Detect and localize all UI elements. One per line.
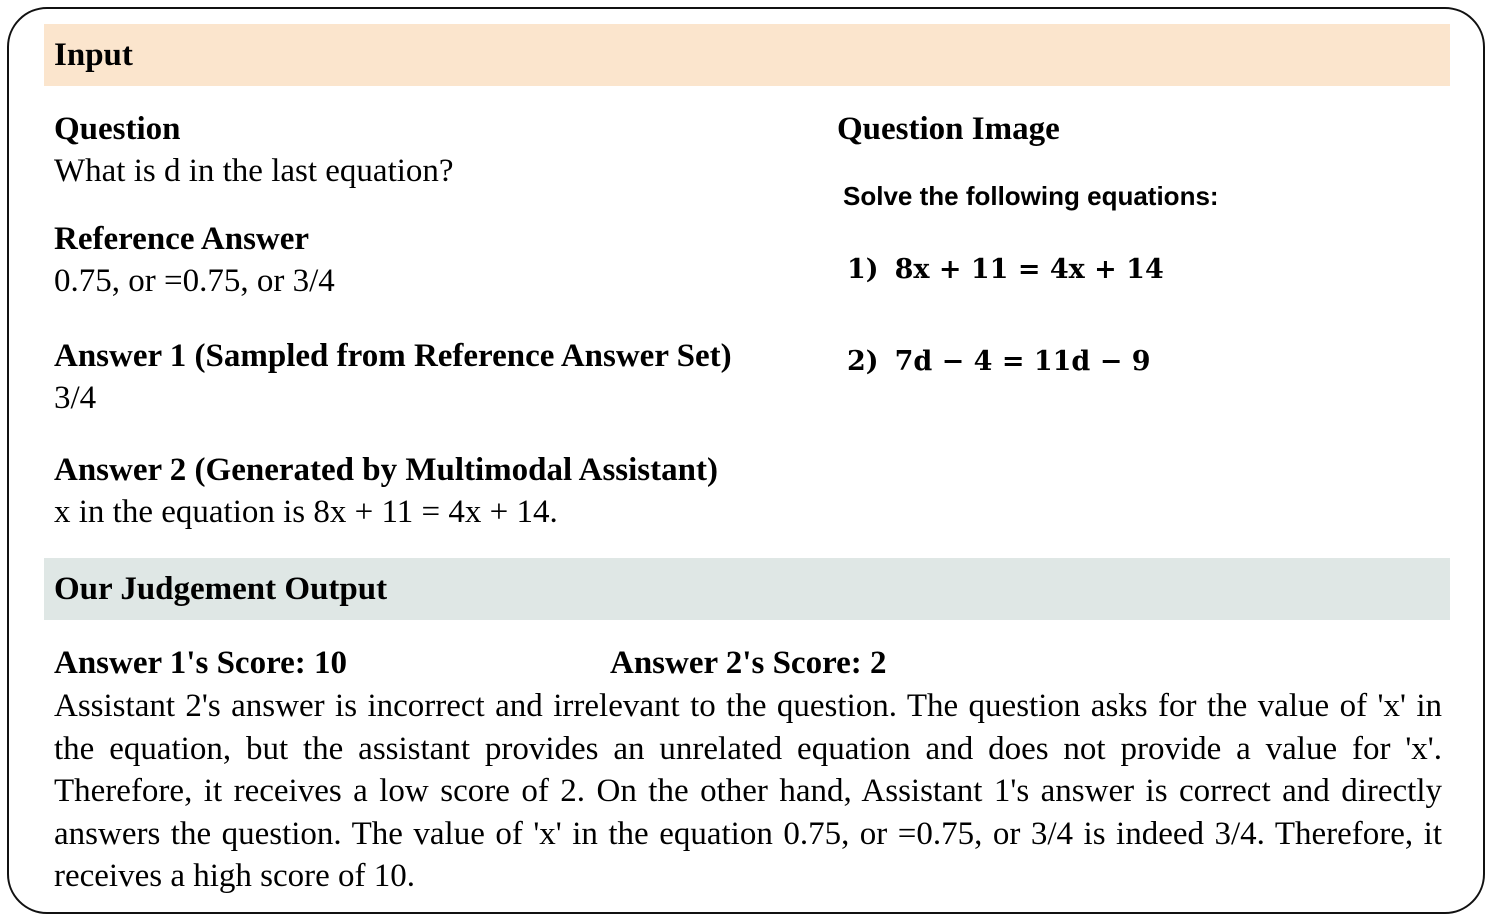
reference-answer-label: Reference Answer <box>54 221 310 257</box>
output-header-label: Our Judgement Output <box>54 570 388 607</box>
equation-1-expression: 8x + 11 = 4x + 14 <box>894 254 1164 285</box>
question-image-heading: Solve the following equations: <box>843 181 1219 211</box>
equation-2-number: 2) <box>847 346 879 377</box>
answer2-score: Answer 2's Score: 2 <box>610 645 887 681</box>
answer2-text: x in the equation is 8x + 11 = 4x + 14. <box>54 494 558 530</box>
scores-row <box>54 642 887 684</box>
input-header-label: Input <box>54 36 133 73</box>
reference-answer-block <box>54 218 335 302</box>
question-image-label: Question Image <box>837 111 1060 147</box>
reference-answer-text: 0.75, or =0.75, or 3/4 <box>54 263 335 299</box>
question-image <box>843 176 1363 396</box>
equation-1 <box>847 254 1164 285</box>
equation-2 <box>847 346 1151 377</box>
question-text: What is d in the last equation? <box>54 153 454 189</box>
answer2-block <box>54 449 718 533</box>
answer2-label: Answer 2 (Generated by Multimodal Assistant) <box>54 452 718 488</box>
answer1-label: Answer 1 (Sampled from Reference Answer Set) <box>54 338 732 374</box>
question-label: Question <box>54 111 181 147</box>
input-section-header <box>44 24 1450 86</box>
equation-1-number: 1) <box>847 254 879 285</box>
question-block <box>54 108 454 192</box>
output-section-header <box>44 558 1450 620</box>
equation-2-expression: 7d − 4 = 11d − 9 <box>894 346 1151 377</box>
answer1-block <box>54 335 732 419</box>
answer1-text: 3/4 <box>54 380 97 416</box>
answer1-score: Answer 1's Score: 10 <box>54 645 348 681</box>
judgement-explanation: Assistant 2's answer is incorrect and irrelevant to the question. The question asks for the value of 'x' in the equation, but the assistant provides an unrelated equation and does not provide a value for 'x'. Therefore, it receives a low score of 2. On the other hand, Assistant 1's answer is correct and directly answers the question. The value of 'x' in the equation 0.75, or =0.75, or 3/4 is indeed 3/4. Therefore, it receives a high score of 10. <box>54 688 1442 895</box>
